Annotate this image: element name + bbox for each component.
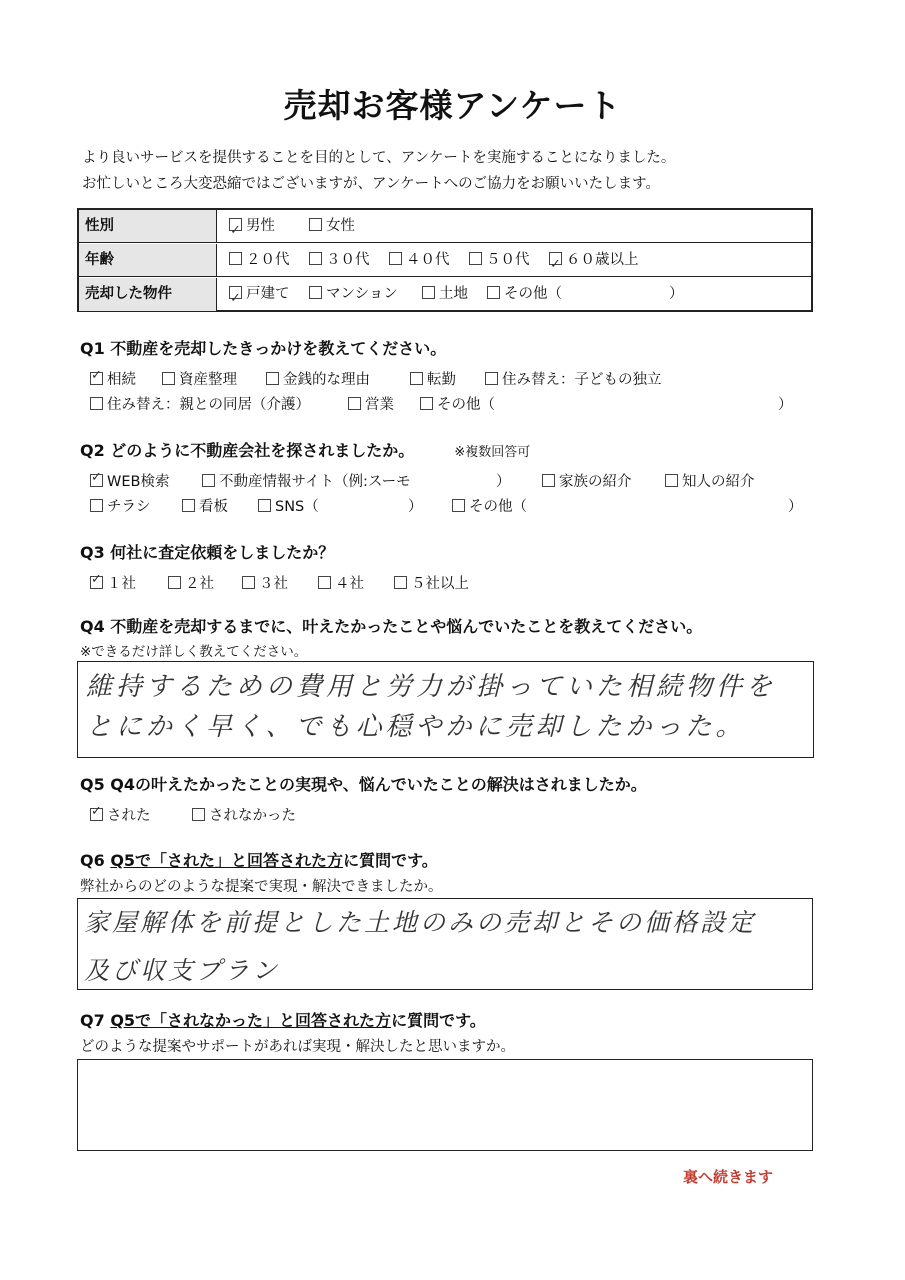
q2-option-signboard[interactable]: 看板 <box>182 495 228 516</box>
checkbox-icon[interactable] <box>348 397 361 410</box>
q3-options <box>90 572 590 596</box>
gender-male-option[interactable]: ✓ 男性 <box>229 210 275 243</box>
property-row <box>79 278 811 311</box>
q6-subtitle: 弊社からのどのような提案で実現・解決できましたか。 <box>80 879 443 895</box>
q2-other-close: ） <box>788 499 803 515</box>
q2-note: ※複数回答可 <box>454 445 531 460</box>
checkbox-icon[interactable] <box>309 218 322 231</box>
checkbox-icon[interactable] <box>394 576 407 589</box>
q6-title: Q6 Q5で「された」と回答された方に質問です。 <box>80 851 438 870</box>
checkbox-checked-icon[interactable] <box>229 286 242 299</box>
q2-option-other[interactable]: その他（ <box>452 495 527 516</box>
checkbox-icon[interactable] <box>389 252 402 265</box>
checkbox-icon[interactable] <box>90 499 103 512</box>
checkbox-icon[interactable] <box>309 252 322 265</box>
q4-title: Q4 不動産を売却するまでに、叶えたかったことや悩んでいたことを教えてください。 <box>80 617 703 636</box>
checkbox-icon[interactable] <box>542 474 555 487</box>
checkbox-icon[interactable] <box>242 576 255 589</box>
q2-option-web[interactable]: ✓WEB検索 <box>90 470 169 491</box>
age-40-option[interactable]: ４０代 <box>389 244 450 277</box>
checkbox-icon[interactable] <box>452 499 465 512</box>
q2-option-family[interactable]: 家族の紹介 <box>542 470 632 491</box>
checkbox-icon[interactable] <box>485 372 498 385</box>
checkbox-checked-icon[interactable] <box>549 252 562 265</box>
continue-note: 裏へ続きます <box>683 1168 774 1186</box>
property-mansion-option[interactable]: マンション <box>309 278 398 311</box>
property-house-option[interactable]: ✓ 戸建て <box>229 278 290 311</box>
checkbox-icon[interactable] <box>665 474 678 487</box>
checkbox-icon[interactable] <box>258 499 271 512</box>
checkbox-icon[interactable] <box>420 397 433 410</box>
q5-option-yes[interactable]: ✓された <box>90 804 151 825</box>
q4-answer-box[interactable] <box>77 661 814 758</box>
q1-options <box>90 368 810 418</box>
q6-answer-line-2: 及び収支プラン <box>84 956 281 985</box>
intro-line-2: お忙しいところ大変恐縮ではございますが、アンケートへのご協力をお願いいたします。 <box>82 176 660 192</box>
q3-option-4[interactable]: ４社 <box>318 572 364 593</box>
gender-row <box>79 210 811 243</box>
checkbox-checked-icon[interactable] <box>90 808 103 821</box>
property-label: 売却した物件 <box>79 278 217 311</box>
q1-option-transfer[interactable]: 転勤 <box>410 368 456 389</box>
q7-answer-box[interactable] <box>77 1059 813 1151</box>
checkbox-icon[interactable] <box>182 499 195 512</box>
checkbox-icon[interactable] <box>90 397 103 410</box>
checkbox-icon[interactable] <box>202 474 215 487</box>
checkbox-icon[interactable] <box>168 576 181 589</box>
age-60plus-option[interactable]: ✓ ６０歳以上 <box>549 244 639 277</box>
profile-table <box>77 208 813 312</box>
checkbox-icon[interactable] <box>162 372 175 385</box>
checkbox-icon[interactable] <box>309 286 322 299</box>
property-other-option[interactable]: その他（ <box>487 278 562 311</box>
age-label: 年齢 <box>79 244 217 276</box>
checkbox-checked-icon[interactable] <box>229 218 242 231</box>
page-title: 売却お客様アンケート <box>283 86 622 125</box>
q1-title: Q1 不動産を売却したきっかけを教えてください。 <box>80 339 447 358</box>
checkbox-checked-icon[interactable] <box>90 372 103 385</box>
checkbox-icon[interactable] <box>318 576 331 589</box>
age-50-option[interactable]: ５０代 <box>469 244 530 277</box>
q4-answer-line-1: 維持するための費用と労力が掛っていた相続物件を <box>86 672 777 702</box>
q1-option-sales[interactable]: 営業 <box>348 393 394 414</box>
checkbox-icon[interactable] <box>469 252 482 265</box>
checkbox-icon[interactable] <box>192 808 205 821</box>
checkbox-checked-icon[interactable] <box>90 576 103 589</box>
property-other-close: ） <box>669 286 684 302</box>
gender-female-option[interactable]: 女性 <box>309 210 355 243</box>
checkbox-icon[interactable] <box>229 252 242 265</box>
checkbox-icon[interactable] <box>266 372 279 385</box>
q4-answer-line-2: とにかく早く、でも心穏やかに売却したかった。 <box>86 712 746 742</box>
q7-subtitle: どのような提案やサポートがあれば実現・解決したと思いますか。 <box>80 1039 515 1055</box>
q1-option-asset[interactable]: 資産整理 <box>162 368 237 389</box>
q1-option-move-parent[interactable]: 住み替え：親との同居（介護） <box>90 393 310 414</box>
q3-option-2[interactable]: ２社 <box>168 572 214 593</box>
q3-option-5plus[interactable]: ５社以上 <box>394 572 469 593</box>
q2-option-flyer[interactable]: チラシ <box>90 495 151 516</box>
q3-option-3[interactable]: ３社 <box>242 572 288 593</box>
q4-note: ※できるだけ詳しく教えてください。 <box>80 644 308 660</box>
property-land-option[interactable]: 土地 <box>422 278 468 311</box>
q2-title: Q2 どのように不動産会社を探されましたか。 ※複数回答可 <box>80 441 531 460</box>
q5-options <box>90 804 390 828</box>
q5-option-no[interactable]: されなかった <box>192 804 296 825</box>
q3-option-1[interactable]: ✓１社 <box>90 572 136 593</box>
q2-option-friend[interactable]: 知人の紹介 <box>665 470 755 491</box>
q5-title: Q5 Q4の叶えたかったことの実現や、悩んでいたことの解決はされましたか。 <box>80 775 647 794</box>
q6-answer-line-1: 家屋解体を前提とした土地のみの売却とその価格設定 <box>84 908 757 937</box>
q2-options <box>90 470 810 520</box>
age-30-option[interactable]: ３０代 <box>309 244 370 277</box>
q1-option-other[interactable]: その他（ <box>420 393 495 414</box>
age-row <box>79 244 811 277</box>
checkbox-icon[interactable] <box>487 286 500 299</box>
q2-portal-close: ） <box>496 474 511 490</box>
gender-label: 性別 <box>79 210 217 242</box>
checkbox-checked-icon[interactable] <box>90 474 103 487</box>
q7-title: Q7 Q5で「されなかった」と回答された方に質問です。 <box>80 1011 486 1030</box>
q3-title: Q3 何社に査定依頼をしましたか？ <box>80 543 335 562</box>
checkbox-icon[interactable] <box>422 286 435 299</box>
q1-option-money[interactable]: 金銭的な理由 <box>266 368 370 389</box>
q2-option-portal[interactable]: 不動産情報サイト（例:スーモ <box>202 470 411 491</box>
age-20-option[interactable]: ２０代 <box>229 244 290 277</box>
q2-option-sns[interactable]: SNS（ <box>258 495 319 516</box>
intro-line-1: より良いサービスを提供することを目的として、アンケートを実施することになりました。 <box>82 150 676 166</box>
q1-option-inheritance[interactable]: ✓相続 <box>90 368 136 389</box>
q2-sns-close: ） <box>408 499 423 515</box>
q1-other-close: ） <box>778 397 793 413</box>
q6-answer-box[interactable] <box>77 898 813 990</box>
q1-option-move-child[interactable]: 住み替え：子どもの独立 <box>485 368 662 389</box>
checkbox-icon[interactable] <box>410 372 423 385</box>
